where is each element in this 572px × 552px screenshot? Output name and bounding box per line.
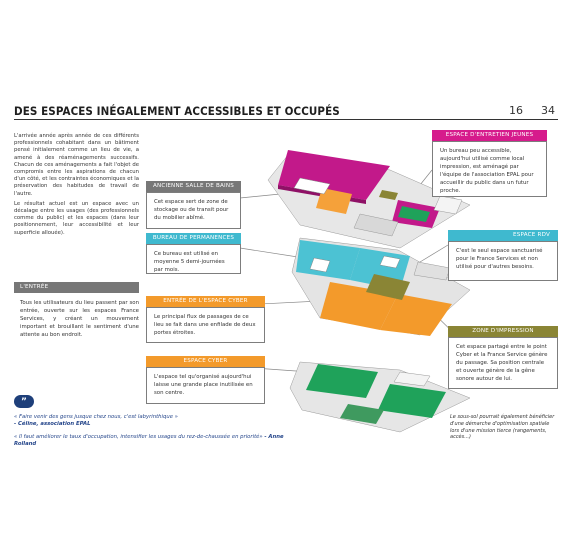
- intro-paragraph-1: L'arrivée année après année de ces différents professionnels cohabitant dans un bâtiment pensé initialement comme un lieu de vie, a amené à des réaménagements successifs. Chacun de ces aménagements a fait l'objet de compromis entre les aspirations de chacun d'un côté, et les contraintes économiques et la préservation des habitudes de travail de l'autre.: [14, 133, 139, 197]
- quote-1: [14, 414, 284, 428]
- basement-note: Le sous-sol pourrait également bénéficier d'une démarche d'optimisation spatiale lors d'une mission tierce (rangements, accès...): [450, 414, 555, 441]
- entretien-box: [432, 130, 547, 197]
- page-number-right: 34: [541, 104, 555, 117]
- quote-2: [14, 434, 284, 448]
- quote-1-author: - Céline, association EPAL: [14, 421, 91, 428]
- salle-bains-label: ANCIENNE SALLE DE BAINS: [146, 181, 241, 192]
- entretien-label: ESPACE D'ENTRETIEN JEUNES: [432, 130, 547, 141]
- rdv-text: C'est le seul espace sanctuarisé pour le France Services et non utilisé pour d'autres besoins.: [448, 241, 558, 281]
- permanences-text: Ce bureau est utilisé en moyenne 5 demi-journées par mois.: [146, 244, 241, 274]
- rdv-label: ESPACE RDV: [448, 230, 558, 241]
- permanences-box: [146, 233, 241, 274]
- entree-cyber-text: Le principal flux de passages de ce lieu se fait dans une enfilade de deux portes étroites.: [146, 307, 265, 343]
- quote-2-text: « Il faut améliorer le taux d'occupation, intensifier les usages du rez-de-chaussée en priorité»: [14, 434, 265, 440]
- entree-text: Tous les utilisateurs du lieu passent par son entrée, ouverte sur les espaces France Services, y créant un mouvement important et brouillant le sentiment d'une attente au bon endroit.: [14, 293, 139, 339]
- impression-box: [448, 326, 558, 389]
- entree-box: [14, 282, 139, 339]
- quote-1-text: « Faire venir des gens jusque chez nous, c'est labyrinthique »: [14, 414, 178, 420]
- cyber-label: ESPACE CYBER: [146, 356, 265, 367]
- cyber-box: [146, 356, 265, 404]
- page-title: DES ESPACES INÉGALEMENT ACCESSIBLES ET OCCUPÉS: [14, 104, 340, 118]
- middle-floor-plan: [292, 238, 470, 336]
- basement-floor-plan: [290, 362, 470, 432]
- entree-label: L'ENTRÉE: [14, 282, 139, 293]
- quote-bubble-icon: ”: [14, 395, 34, 408]
- quote-2-author: - Anne Rolland: [14, 434, 284, 448]
- impression-text: Cet espace partagé entre le point Cyber et la France Service génère du passage. Sa position centrale et ouverte génère de la gêne sonore autour de lui.: [448, 337, 558, 389]
- entretien-text: Un bureau peu accessible, aujourd'hui utilisé comme local impression, est aménagé par l'équipe de l'association EPAL pour accueillir du public dans un futur proche.: [432, 141, 547, 197]
- cyber-text: L'espace tel qu'organisé aujourd'hui laisse une grande place inutilisée en son centre.: [146, 367, 265, 404]
- impression-label: ZONE D'IMPRESSION: [448, 326, 558, 337]
- entree-cyber-label: ENTRÉE DE L'ESPACE CYBER: [146, 296, 265, 307]
- rdv-box: [448, 230, 558, 281]
- permanences-label: BUREAU DE PERMANENCES: [146, 233, 241, 244]
- salle-bains-text: Cet espace sert de zone de stockage ou de transit pour du mobilier abîmé.: [146, 192, 241, 229]
- page-number-left: 16: [509, 104, 523, 117]
- salle-bains-box: [146, 181, 241, 229]
- entree-cyber-box: [146, 296, 265, 343]
- intro-paragraph-2: Le résultat actuel est un espace avec un décalage entre les usages (des professionnels comme du public) et les espaces (dans leur positionnement, leur accessibilité et leur superficie allouée).: [14, 200, 139, 236]
